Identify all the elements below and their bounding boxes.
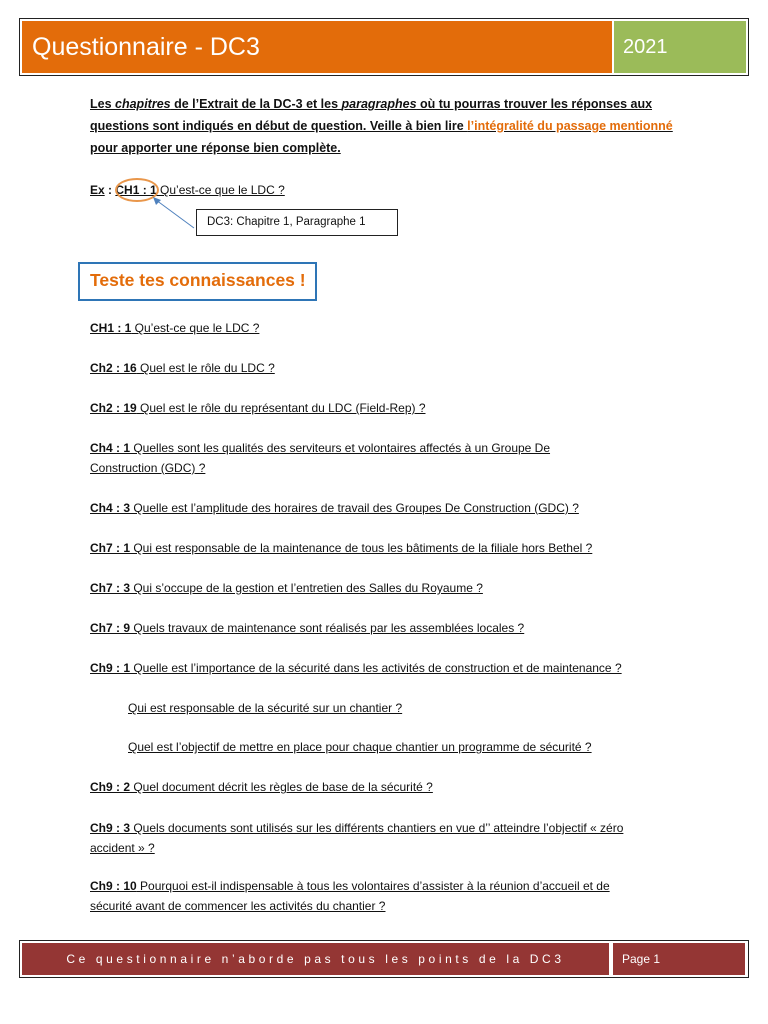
question-item <box>90 777 670 797</box>
question-item <box>90 358 670 378</box>
section-title: Teste tes connaissances ! <box>90 270 306 290</box>
question-reference: Ch7 : 1 <box>90 541 131 555</box>
question-item <box>90 578 670 598</box>
callout-arrow-icon <box>150 195 196 231</box>
example-reference: CH1 : 1 <box>115 183 157 197</box>
question-text: Qui s’occupe de la gestion et l’entretien des Salles du Royaume ? <box>130 581 483 595</box>
document-title: Questionnaire - DC3 <box>22 21 612 73</box>
example-question: Qu’est-ce que le LDC ? <box>156 183 285 197</box>
question-item <box>90 398 670 418</box>
question-text: Qui est responsable de la sécurité sur un chantier ? <box>128 701 403 715</box>
question-text: Qu’est-ce que le LDC ? <box>131 321 260 335</box>
question-item <box>90 538 670 558</box>
question-text: Quel est l’objectif de mettre en place pour chaque chantier un programme de sécurité ? <box>128 740 592 754</box>
question-reference: Ch4 : 1 <box>90 441 131 455</box>
intro-text: Les <box>90 97 116 111</box>
question-text: Quels documents sont utilisés sur les différents chantiers en vue d’’ atteindre l’objectif « zéro accident » ? <box>90 821 624 855</box>
question-text: Quelle est l’importance de la sécurité dans les activités de construction et de maintenance ? <box>130 661 622 675</box>
question-item <box>90 658 670 678</box>
question-text: Pourquoi est-il indispensable à tous les volontaires d’assister à la réunion d’accueil et de sécurité avant de commencer les activités du chantier ? <box>90 879 610 913</box>
example-separator: : <box>104 183 116 197</box>
question-reference: Ch9 : 2 <box>90 780 131 794</box>
document-year: 2021 <box>614 21 746 73</box>
intro-highlight: l’intégralité du passage mentionné <box>467 119 673 133</box>
question-text: Quel est le rôle du LDC ? <box>136 361 275 375</box>
question-text: Quelles sont les qualités des serviteurs et volontaires affectés à un Groupe De Construction (GDC) ? <box>90 441 551 475</box>
example-prefix: Ex <box>90 183 105 197</box>
question-text: Quels travaux de maintenance sont réalisés par les assemblées locales ? <box>130 621 525 635</box>
question-reference: Ch9 : 1 <box>90 661 131 675</box>
intro-paragraph <box>90 93 690 159</box>
question-text: Quelle est l’amplitude des horaires de travail des Groupes De Construction (GDC) ? <box>130 501 579 515</box>
question-reference: Ch9 : 3 <box>90 821 131 835</box>
intro-text: pour apporter une réponse bien complète. <box>90 141 341 155</box>
question-item <box>128 737 708 757</box>
question-reference: Ch7 : 3 <box>90 581 131 595</box>
question-item <box>90 318 670 338</box>
question-item <box>128 698 708 718</box>
footer-note: Ce questionnaire n’aborde pas tous les points de la DC3 <box>22 943 609 975</box>
question-reference: Ch2 : 19 <box>90 401 137 415</box>
question-text: Quel document décrit les règles de base de la sécurité ? <box>130 780 433 794</box>
example-callout: DC3: Chapitre 1, Paragraphe 1 <box>196 209 398 236</box>
question-reference: Ch7 : 9 <box>90 621 131 635</box>
intro-text: de l’Extrait de la DC-3 et les <box>170 97 342 111</box>
question-item <box>90 498 670 518</box>
intro-text-italic: chapitres <box>115 97 171 111</box>
question-item <box>90 818 665 858</box>
question-reference: Ch2 : 16 <box>90 361 137 375</box>
question-item <box>90 438 580 478</box>
question-text: Quel est le rôle du représentant du LDC (Field-Rep) ? <box>136 401 426 415</box>
question-item <box>90 618 670 638</box>
question-reference: Ch9 : 10 <box>90 879 137 893</box>
question-text: Qui est responsable de la maintenance de tous les bâtiments de la filiale hors Bethel ? <box>130 541 593 555</box>
question-item <box>90 876 650 916</box>
question-reference: Ch4 : 3 <box>90 501 131 515</box>
intro-text-italic: paragraphes <box>341 97 417 111</box>
page-number: Page 1 <box>613 943 745 975</box>
intro-text: où tu pourras trouver les réponses aux questions sont indiqués en début de question. Veille à bien lire <box>90 97 653 133</box>
question-reference: CH1 : 1 <box>90 321 132 335</box>
